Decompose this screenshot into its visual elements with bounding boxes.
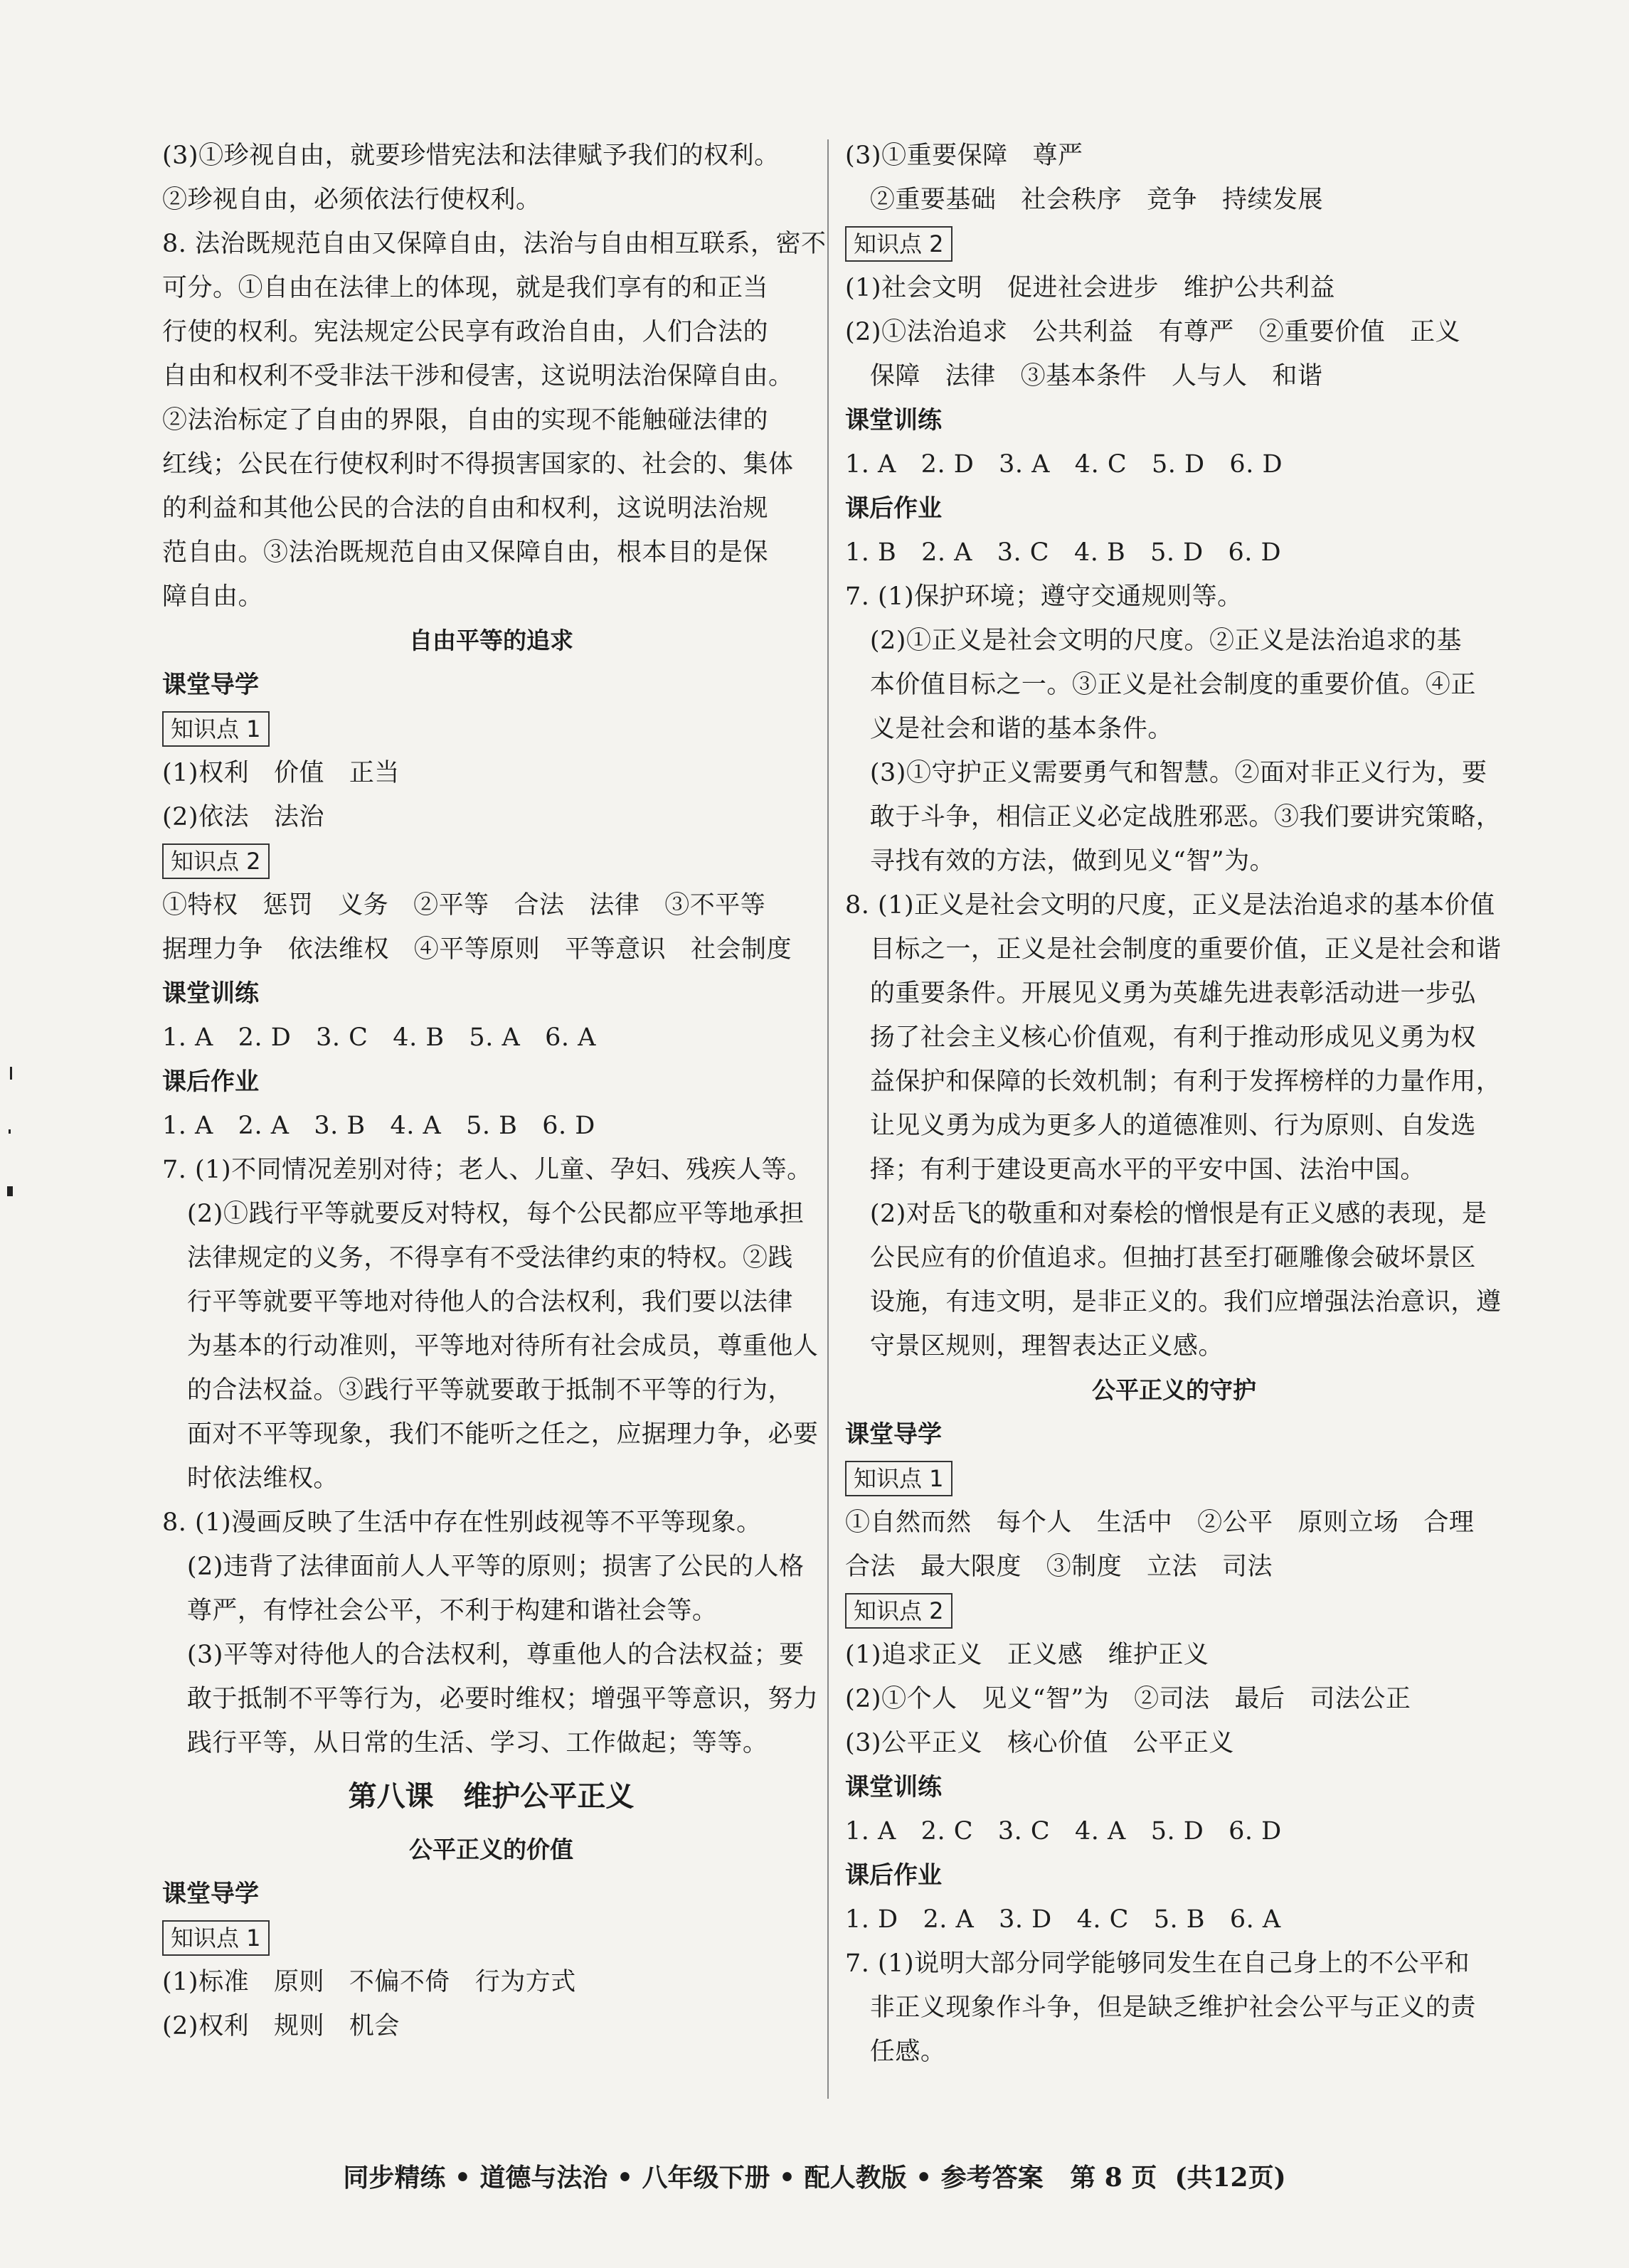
text-line: (3)公平正义 核心价值 公平正义 xyxy=(845,1729,1234,1757)
text-line: 设施，有违文明，是非正义的。我们应增强法治意识，遵 xyxy=(845,1288,1502,1316)
knowledge-point-row xyxy=(162,1916,820,1960)
text-line: (3)①重要保障 尊严 xyxy=(845,142,1083,170)
text-line: 寻找有效的方法，做到见义“智”为。 xyxy=(845,847,1275,875)
text-line: (1)权利 价值 正当 xyxy=(162,759,400,787)
text-line: 时依法维权。 xyxy=(162,1464,339,1493)
text-line: 守景区规则，理智表达正义感。 xyxy=(845,1332,1224,1361)
text-line: (2)依法 法治 xyxy=(162,803,324,831)
knowledge-point-box: 知识点 1 xyxy=(162,711,270,747)
text-line: 的合法权益。③践行平等就要敢于抵制不平等的行为， xyxy=(162,1376,793,1405)
text-line: 敢于抵制不平等行为，必要时维权；增强平等意识，努力 xyxy=(162,1685,819,1713)
knowledge-point-box: 知识点 2 xyxy=(845,1593,953,1629)
text-line: 公民应有的价值追求。但抽打甚至打砸雕像会破坏景区 xyxy=(845,1244,1476,1272)
section-heading: 课后作业 xyxy=(845,494,942,523)
text-line: 目标之一，正义是社会制度的重要价值，正义是社会和谐 xyxy=(845,935,1502,964)
text-line: 本价值目标之一。③正义是社会制度的重要价值。④正 xyxy=(845,671,1476,699)
text-line: 7. (1)说明大部分同学能够同发生在自己身上的不公平和 xyxy=(845,1949,1470,1978)
knowledge-point-row xyxy=(162,839,820,883)
text-line: 任感。 xyxy=(845,2038,946,2066)
text-line: 1. A 2. D 3. C 4. B 5. A 6. A xyxy=(162,1023,596,1052)
section-heading: 课堂训练 xyxy=(845,1773,942,1801)
text-line: 行平等就要平等地对待他人的合法权利，我们要以法律 xyxy=(162,1288,793,1316)
text-line: (2)权利 规则 机会 xyxy=(162,2012,400,2040)
text-line: (2)违背了法律面前人人平等的原则；损害了公民的人格 xyxy=(162,1553,805,1581)
knowledge-point-box: 知识点 1 xyxy=(162,1920,270,1956)
text-line: 8. (1)正义是社会文明的尺度，正义是法治追求的基本价值 xyxy=(845,891,1495,920)
text-line: 保障 法律 ③基本条件 人与人 和谐 xyxy=(845,362,1323,390)
text-line: (3)①珍视自由，就要珍惜宪法和法律赋予我们的权利。 xyxy=(162,142,780,170)
knowledge-point-row xyxy=(845,222,1503,266)
text-line: (1)追求正义 正义感 维护正义 xyxy=(845,1641,1209,1669)
text-line: (1)社会文明 促进社会进步 维护公共利益 xyxy=(845,274,1335,302)
text-line: ①自然而然 每个人 生活中 ②公平 原则立场 合理 xyxy=(845,1508,1475,1537)
topic-title: 公平正义的守护 xyxy=(1092,1376,1256,1404)
text-line: (2)①法治追求 公共利益 有尊严 ②重要价值 正义 xyxy=(845,318,1461,346)
text-line: (1)标准 原则 不偏不倚 行为方式 xyxy=(162,1968,576,1996)
section-heading: 课后作业 xyxy=(162,1068,259,1096)
text-line: 1. A 2. C 3. C 4. A 5. D 6. D xyxy=(845,1817,1282,1846)
text-line: 为基本的行动准则，平等地对待所有社会成员，尊重他人 xyxy=(162,1332,819,1361)
section-heading: 课后作业 xyxy=(845,1861,942,1890)
knowledge-point-row xyxy=(162,707,820,751)
text-line: 范自由。③法治既规范自由又保障自由，根本目的是保 xyxy=(162,538,769,567)
text-line: 择；有利于建设更高水平的平安中国、法治中国。 xyxy=(845,1156,1426,1184)
text-line: ①特权 惩罚 义务 ②平等 合法 法律 ③不平等 xyxy=(162,891,766,920)
section-heading: 课堂导学 xyxy=(162,1880,259,1908)
text-line: 敢于斗争，相信正义必定战胜邪恶。③我们要讲究策略， xyxy=(845,803,1502,831)
text-line: (3)①守护正义需要勇气和智慧。②面对非正义行为，要 xyxy=(845,759,1487,787)
section-heading: 课堂训练 xyxy=(845,406,942,435)
text-line: 7. (1)不同情况差别对待；老人、儿童、孕妇、残疾人等。 xyxy=(162,1156,812,1184)
lesson-title: 第八课 维护公平正义 xyxy=(348,1780,635,1813)
text-line: 可分。①自由在法律上的体现，就是我们享有的和正当 xyxy=(162,274,769,302)
text-line: 1. A 2. D 3. A 4. C 5. D 6. D xyxy=(845,450,1283,479)
text-line: (2)①正义是社会文明的尺度。②正义是法治追求的基 xyxy=(845,627,1462,655)
text-line: 8. 法治既规范自由又保障自由，法治与自由相互联系，密不 xyxy=(162,230,827,258)
section-heading: 课堂导学 xyxy=(845,1420,942,1449)
text-line: 让见义勇为成为更多人的道德准则、行为原则、自发选 xyxy=(845,1112,1476,1140)
text-line: (2)对岳飞的敬重和对秦桧的憎恨是有正义感的表现，是 xyxy=(845,1200,1487,1228)
text-line: 合法 最大限度 ③制度 立法 司法 xyxy=(845,1553,1273,1581)
section-heading: 课堂导学 xyxy=(162,671,259,699)
text-line: 7. (1)保护环境；遵守交通规则等。 xyxy=(845,582,1243,611)
text-line: 行使的权利。宪法规定公民享有政治自由，人们合法的 xyxy=(162,318,769,346)
knowledge-point-box: 知识点 2 xyxy=(845,226,953,262)
column-divider xyxy=(827,139,829,2099)
text-line: 扬了社会主义核心价值观，有利于推动形成见义勇为权 xyxy=(845,1023,1476,1052)
text-line: 义是社会和谐的基本条件。 xyxy=(845,715,1173,743)
topic-title: 公平正义的价值 xyxy=(409,1836,573,1863)
knowledge-point-box: 知识点 1 xyxy=(845,1461,953,1496)
page-footer: 同步精练 • 道德与法治 • 八年级下册 • 配人教版 • 参考答案 第 8 页 (共12页) xyxy=(343,2163,1286,2193)
text-line: 障自由。 xyxy=(162,582,264,611)
text-line: ②珍视自由，必须依法行使权利。 xyxy=(162,186,541,214)
text-line: 尊严，有悖社会公平，不利于构建和谐社会等。 xyxy=(162,1597,718,1625)
text-line: 践行平等，从日常的生活、学习、工作做起；等等。 xyxy=(162,1729,768,1757)
text-line: 1. B 2. A 3. C 4. B 5. D 6. D xyxy=(845,538,1282,567)
text-line: 非正义现象作斗争，但是缺乏维护社会公平与正义的责 xyxy=(845,1993,1476,2022)
text-line: 法律规定的义务，不得享有不受法律约束的特权。②践 xyxy=(162,1244,793,1272)
text-line: 1. D 2. A 3. D 4. C 5. B 6. A xyxy=(845,1905,1281,1934)
text-line: 红线；公民在行使权利时不得损害国家的、社会的、集体 xyxy=(162,450,794,479)
text-line: (3)平等对待他人的合法权利，尊重他人的合法权益；要 xyxy=(162,1641,805,1669)
section-heading: 课堂训练 xyxy=(162,979,259,1008)
topic-title: 自由平等的追求 xyxy=(409,627,573,654)
text-line: ②法治标定了自由的界限，自由的实现不能触碰法律的 xyxy=(162,406,769,435)
knowledge-point-row xyxy=(845,1457,1503,1501)
text-line: 面对不平等现象，我们不能听之任之，应据理力争，必要 xyxy=(162,1420,819,1449)
knowledge-point-row xyxy=(845,1589,1503,1633)
right-column xyxy=(845,134,1503,2074)
text-line: 自由和权利不受非法干涉和侵害，这说明法治保障自由。 xyxy=(162,362,794,390)
knowledge-point-box: 知识点 2 xyxy=(162,843,270,879)
text-line: (2)①践行平等就要反对特权，每个公民都应平等地承担 xyxy=(162,1200,805,1228)
text-line: ②重要基础 社会秩序 竞争 持续发展 xyxy=(845,186,1324,214)
text-line: (2)①个人 见义“智”为 ②司法 最后 司法公正 xyxy=(845,1685,1411,1713)
text-line: 的利益和其他公民的合法的自由和权利，这说明法治规 xyxy=(162,494,769,523)
left-column xyxy=(162,134,827,2048)
text-line: 益保护和保障的长效机制；有利于发挥榜样的力量作用， xyxy=(845,1068,1502,1096)
text-line: 的重要条件。开展见义勇为英雄先进表彰活动进一步弘 xyxy=(845,979,1476,1008)
text-line: 1. A 2. A 3. B 4. A 5. B 6. D xyxy=(162,1112,595,1140)
text-line: 8. (1)漫画反映了生活中存在性别歧视等不平等现象。 xyxy=(162,1508,762,1537)
text-line: 据理力争 依法维权 ④平等原则 平等意识 社会制度 xyxy=(162,935,792,964)
